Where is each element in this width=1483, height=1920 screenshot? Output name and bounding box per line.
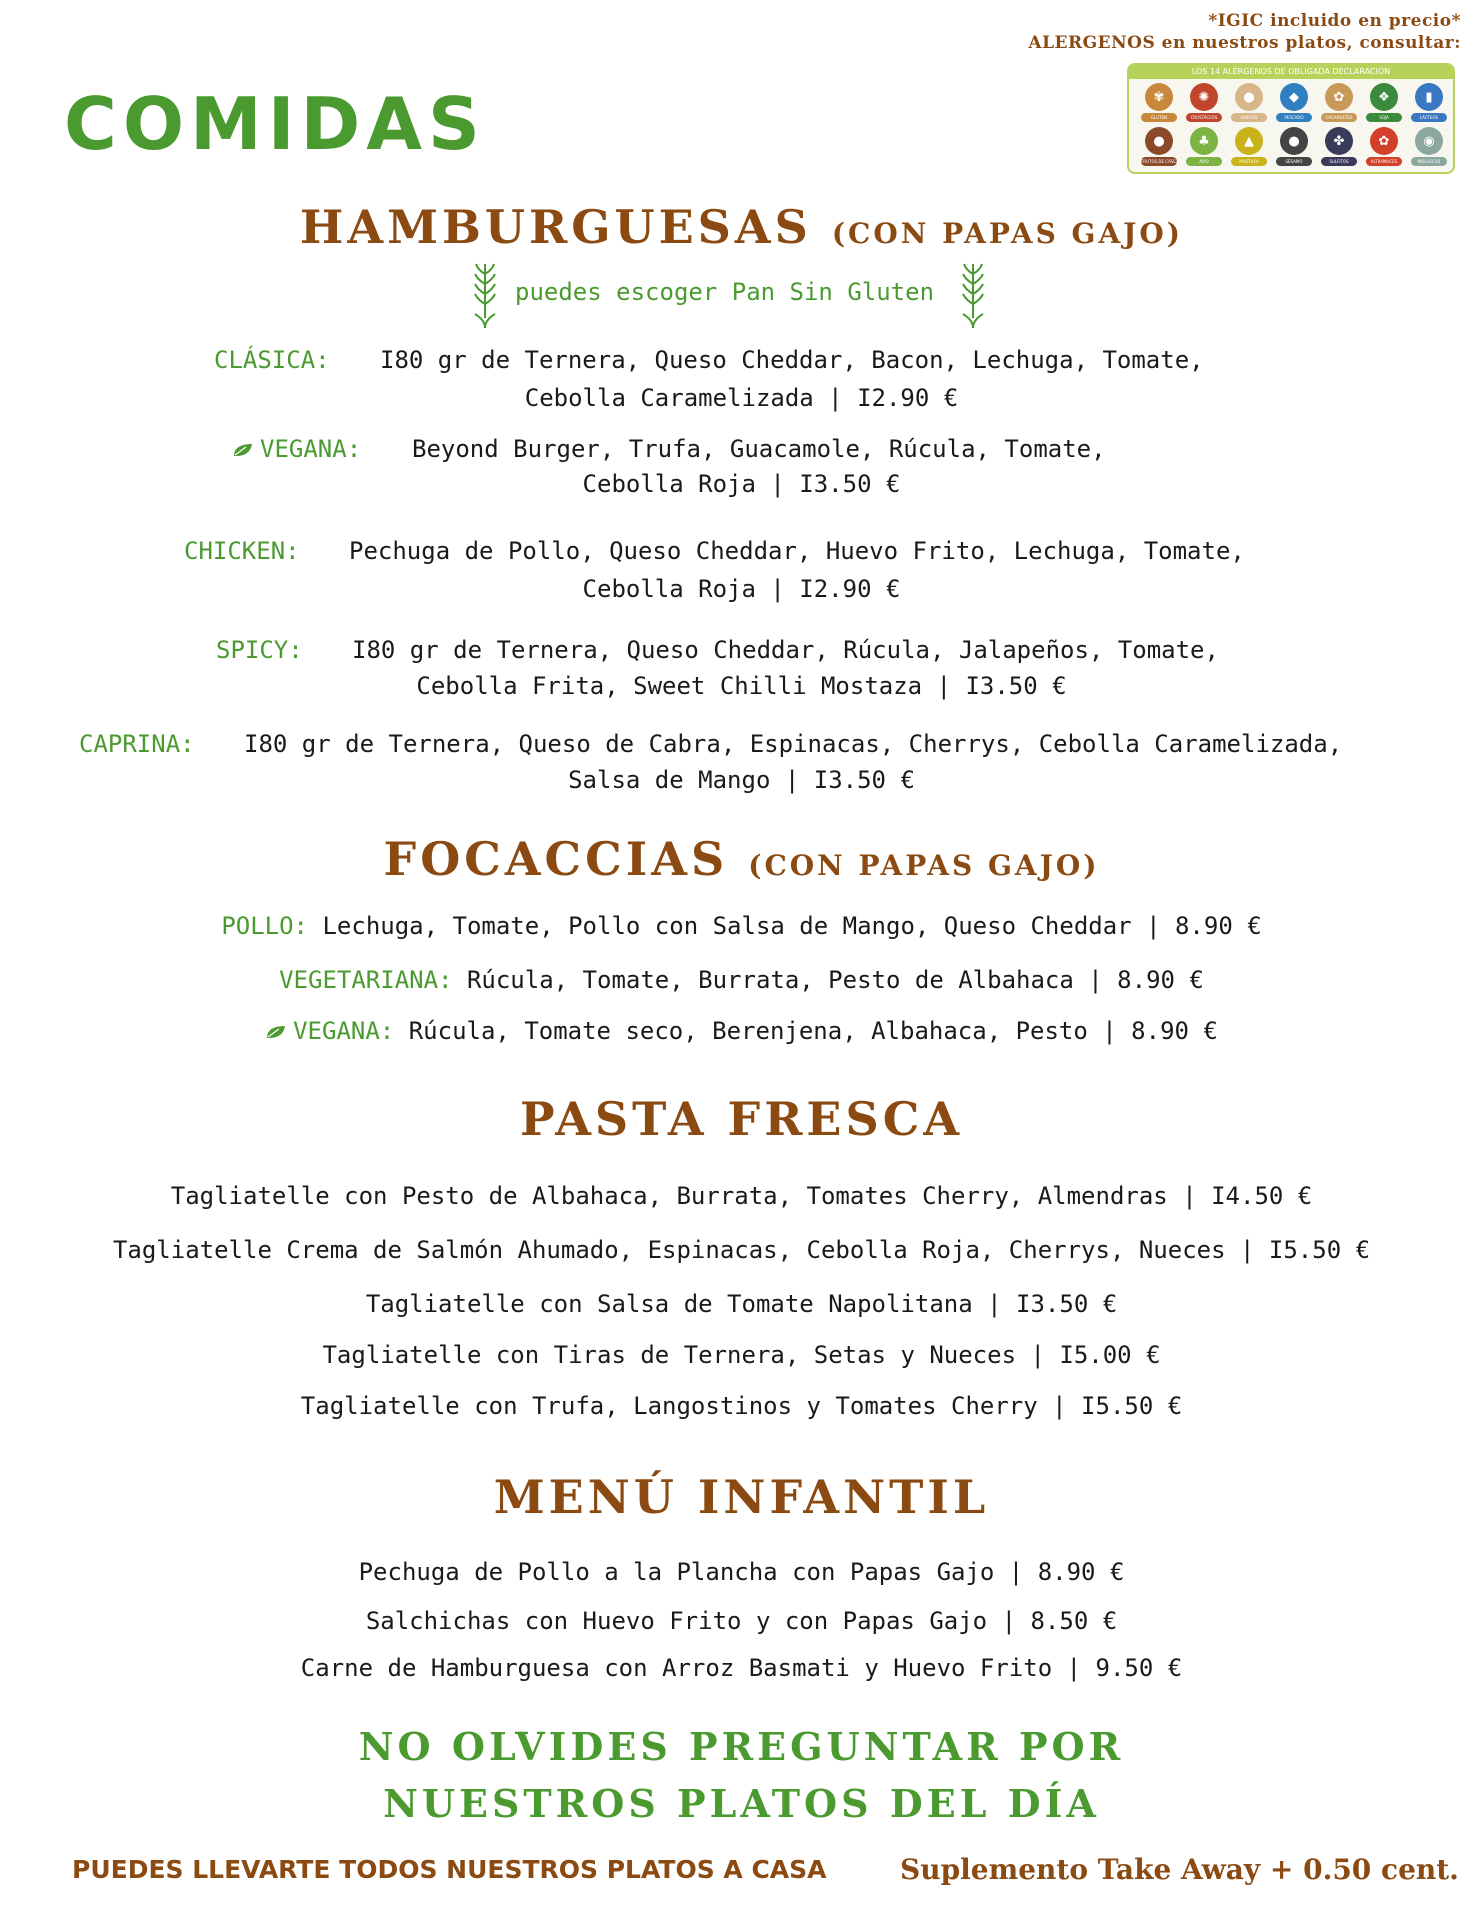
pasta-title: PASTA FRESCA — [519, 1092, 964, 1146]
burger-vegana-label — [232, 435, 361, 463]
allergen-name: CACAHUETES — [1321, 113, 1357, 122]
burger-chicken-line1: Pechuga de Pollo, Queso Cheddar, Huevo Frito, Lechuga, Tomate, — [349, 537, 1245, 565]
allergen-item — [1274, 127, 1314, 171]
pasta-item: Tagliatelle Crema de Salmón Ahumado, Espinacas, Cebolla Roja, Cherrys, Nueces | I5.50 € — [112, 1236, 1371, 1264]
crustacean-icon: ✺ — [1190, 83, 1218, 111]
burger-vegana-line2: Cebolla Roja | I3.50 € — [582, 470, 901, 498]
focaccias-heading — [0, 832, 1483, 886]
burger-clasica-label: CLÁSICA: — [214, 346, 330, 374]
peanut-icon: ✿ — [1325, 83, 1353, 111]
celery-icon: ♣ — [1190, 127, 1218, 155]
allergen-item — [1409, 83, 1449, 127]
focaccia-pollo — [0, 912, 1483, 940]
wheat-icon — [470, 256, 500, 334]
infantil-title: MENÚ INFANTIL — [493, 1470, 990, 1524]
wheat-icon: ✾ — [1145, 83, 1173, 111]
infantil-item: Pechuga de Pollo a la Plancha con Papas Gajo | 8.90 € — [358, 1558, 1125, 1586]
burger-clasica-line2: Cebolla Caramelizada | I2.90 € — [524, 384, 959, 412]
allergen-name: ALTRAMUCES — [1366, 157, 1402, 166]
infantil-item: Salchichas con Huevo Frito y con Papas Gajo | 8.50 € — [365, 1607, 1118, 1635]
allergen-item — [1319, 83, 1359, 127]
closing-line1: NO OLVIDES PREGUNTAR POR — [358, 1724, 1125, 1769]
allergen-item — [1319, 127, 1359, 171]
pasta-item: Tagliatelle con Tiras de Ternera, Setas y Nueces | I5.00 € — [322, 1341, 1161, 1369]
fish-icon: ◆ — [1280, 83, 1308, 111]
allergen-item — [1229, 83, 1269, 127]
hamburguesas-subtitle: (CON PAPAS GAJO) — [831, 217, 1184, 250]
gluten-note-text: puedes escoger Pan Sin Gluten — [515, 278, 935, 306]
allergen-name: SÉSAMO — [1276, 157, 1312, 166]
focaccia-vegana-label — [265, 1017, 394, 1045]
allergen-item — [1139, 127, 1185, 171]
allergen-name: SOJA — [1366, 113, 1402, 122]
closing-line2: NUESTROS PLATOS DEL DÍA — [383, 1781, 1100, 1826]
gluten-note — [470, 256, 990, 334]
focaccia-pollo-label: POLLO: — [221, 912, 309, 940]
footer-supplement: Suplemento Take Away + 0.50 cent. — [900, 1853, 1459, 1886]
focaccia-vegetariana-text: Rúcula, Tomate, Burrata, Pesto de Albahaca | 8.90 € — [466, 966, 1204, 994]
infantil-item: Carne de Hamburguesa con Arroz Basmati y Huevo Frito | 9.50 € — [300, 1654, 1183, 1682]
burger-caprina-line1: I80 gr de Ternera, Queso de Cabra, Espinacas, Cherrys, Cebolla Caramelizada, — [244, 730, 1343, 758]
burger-chicken-label: CHICKEN: — [184, 537, 300, 565]
wheat-icon — [958, 256, 988, 334]
mustard-icon: ▲ — [1235, 127, 1263, 155]
burger-vegana-label-text: VEGANA: — [260, 435, 362, 463]
nut-icon: ● — [1145, 127, 1173, 155]
focaccias-title: FOCACCIAS — [383, 832, 729, 886]
footer-takeaway: PUEDES LLEVARTE TODOS NUESTROS PLATOS A CASA — [72, 1855, 827, 1884]
pasta-item: Tagliatelle con Pesto de Albahaca, Burrata, Tomates Cherry, Almendras | I4.50 € — [170, 1182, 1313, 1210]
allergen-name: PESCADO — [1276, 113, 1312, 122]
focaccia-pollo-text: Lechuga, Tomate, Pollo con Salsa de Mango, Queso Cheddar | 8.90 € — [322, 912, 1262, 940]
allergen-name: HUEVOS — [1231, 113, 1267, 122]
allergen-item — [1184, 83, 1224, 127]
leaf-icon — [265, 1024, 287, 1040]
lupin-icon: ✿ — [1370, 127, 1398, 155]
infantil-heading — [0, 1470, 1483, 1524]
focaccia-vegana-label-text: VEGANA: — [293, 1017, 395, 1045]
burger-caprina-line2: Salsa de Mango | I3.50 € — [568, 766, 915, 794]
allergen-chart-header: LOS 14 ALÉRGENOS DE OBLIGADA DECLARACIÓN — [1129, 65, 1453, 79]
allergen-name: GLUTEN — [1141, 113, 1177, 122]
allergen-item — [1274, 83, 1314, 127]
sesame-icon: ● — [1280, 127, 1308, 155]
pasta-item: Tagliatelle con Trufa, Langostinos y Tomates Cherry | I5.50 € — [300, 1392, 1183, 1420]
allergen-chart — [1127, 63, 1455, 174]
allergen-name: MOLUSCOS — [1411, 157, 1447, 166]
burger-vegana-line1: Beyond Burger, Trufa, Guacamole, Rúcula, Tomate, — [412, 435, 1106, 463]
allergen-note: ALERGENOS en nuestros platos, consultar: — [1028, 33, 1461, 53]
focaccia-vegetariana — [0, 966, 1483, 994]
hamburguesas-title: HAMBURGUESAS — [299, 200, 812, 254]
allergen-name: FRUTOS DE CÁSCARA — [1141, 159, 1185, 164]
soy-icon: ❖ — [1370, 83, 1398, 111]
focaccia-vegana-text: Rúcula, Tomate seco, Berenjena, Albahaca, Pesto | 8.90 € — [408, 1017, 1218, 1045]
allergen-item — [1139, 83, 1179, 127]
focaccia-vegetariana-label: VEGETARIANA: — [279, 966, 453, 994]
allergen-item — [1364, 127, 1404, 171]
page-title: COMIDAS — [64, 82, 486, 166]
hamburguesas-heading — [0, 200, 1483, 254]
milk-icon: ▮ — [1415, 83, 1443, 111]
burger-caprina-label: CAPRINA: — [79, 730, 195, 758]
burger-spicy-line2: Cebolla Frita, Sweet Chilli Mostaza | I3.50 € — [416, 672, 1067, 700]
allergen-name: APIO — [1186, 157, 1222, 166]
allergen-name: LÁCTEOS — [1411, 113, 1447, 122]
leaf-icon — [232, 442, 254, 458]
allergen-name: MOSTAZA — [1231, 157, 1267, 166]
focaccias-subtitle: (CON PAPAS GAJO) — [748, 849, 1100, 882]
allergen-item — [1409, 127, 1449, 171]
focaccia-vegana — [0, 1017, 1483, 1045]
burger-chicken-line2: Cebolla Roja | I2.90 € — [582, 575, 901, 603]
sulphite-icon: ✤ — [1325, 127, 1353, 155]
burger-spicy-label: SPICY: — [216, 636, 303, 664]
burger-spicy-line1: I80 gr de Ternera, Queso Cheddar, Rúcula, Jalapeños, Tomate, — [352, 636, 1219, 664]
egg-icon: ● — [1235, 83, 1263, 111]
notes — [1028, 10, 1461, 54]
pasta-item: Tagliatelle con Salsa de Tomate Napolitana | I3.50 € — [365, 1290, 1118, 1318]
burger-clasica-line1: I80 gr de Ternera, Queso Cheddar, Bacon, Lechuga, Tomate, — [380, 346, 1204, 374]
allergen-name: SULFITOS — [1321, 157, 1357, 166]
pasta-heading — [0, 1092, 1483, 1146]
allergen-name: CRUSTÁCEOS — [1186, 113, 1222, 122]
allergen-item — [1184, 127, 1224, 171]
mollusc-icon: ◉ — [1415, 127, 1443, 155]
allergen-item — [1364, 83, 1404, 127]
tax-note: *IGIC incluido en precio* — [1208, 11, 1461, 31]
allergen-grid — [1129, 79, 1453, 171]
allergen-item — [1229, 127, 1269, 171]
